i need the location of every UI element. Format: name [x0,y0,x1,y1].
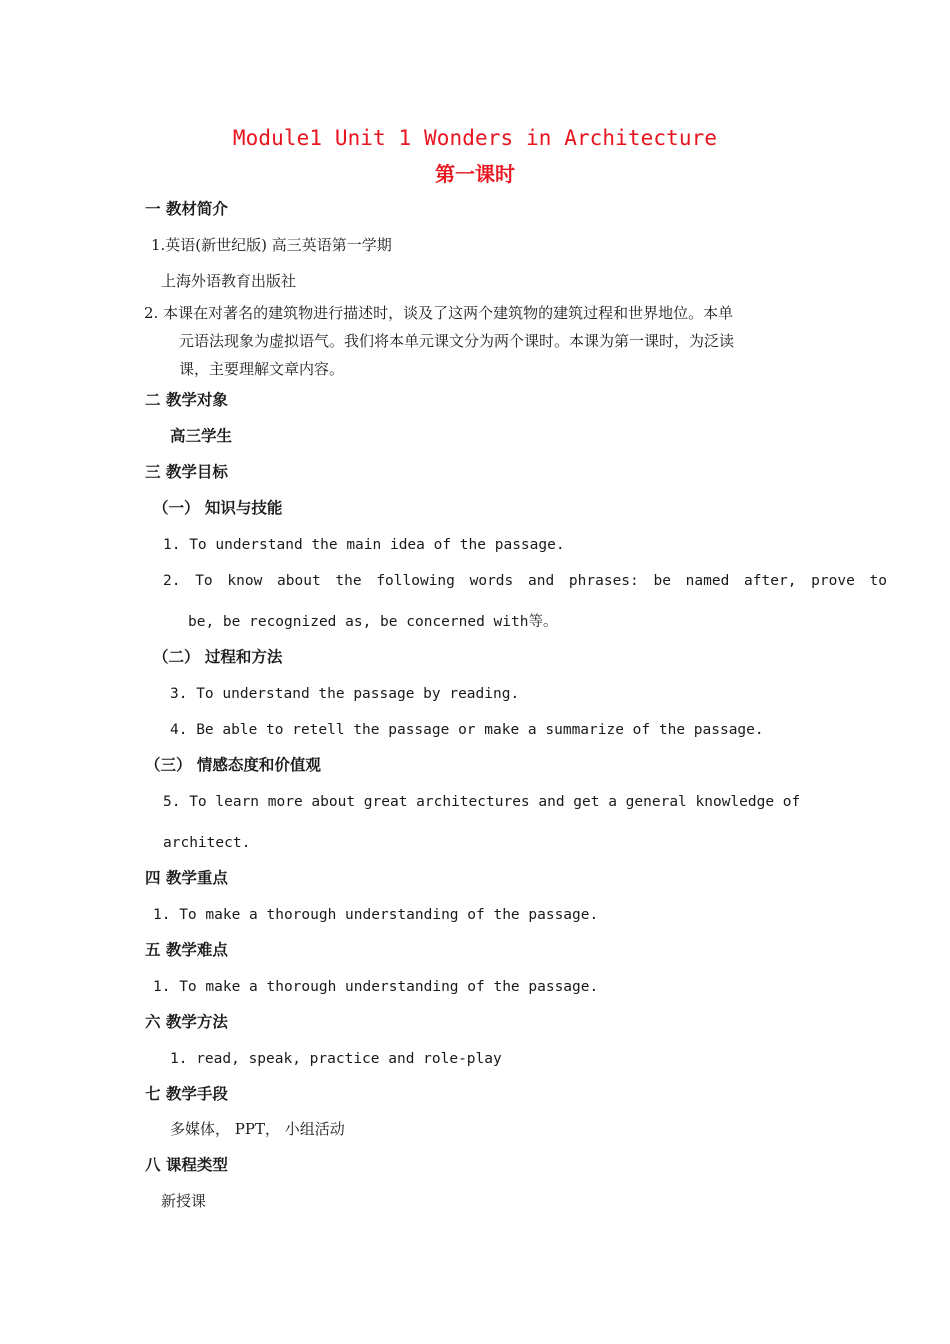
s1-publisher: 上海外语教育出版社 [161,272,297,290]
s1-item-2-line-1: 2. 本课在对著名的建筑物进行描述时，谈及了这两个建筑物的建筑过程和世界地位。本单 [144,304,734,322]
s5-content: 1. To make a thorough understanding of the passage. [153,979,599,995]
s4-content: 1. To make a thorough understanding of the passage. [153,907,599,923]
section-3-heading: 三 教学目标 [145,463,228,481]
s3-goal-2-line-1: 2. To know about the following words and phrases: be named after, prove to [163,573,888,589]
section-2-heading: 二 教学对象 [145,391,228,409]
section-8-heading: 八 课程类型 [145,1156,228,1174]
s2-content: 高三学生 [170,427,233,445]
section-1-heading: 一 教材简介 [145,200,228,218]
s8-content: 新授课 [161,1192,207,1210]
section-5-heading: 五 教学难点 [145,941,228,959]
s1-item-2-line-2: 元语法现象为虚拟语气。我们将本单元课文分为两个课时。本课为第一课时，为泛读 [179,332,735,350]
section-4-heading: 四 教学重点 [145,869,228,887]
s3-goal-2-line-2: be, be recognized as, be concerned with等。 [188,614,558,630]
section-6-heading: 六 教学方法 [145,1013,228,1031]
s3-goal-1: 1. To understand the main idea of the passage. [163,537,565,553]
section-7-heading: 七 教学手段 [145,1085,228,1103]
s1-item-2-line-3: 课，主要理解文章内容。 [179,360,345,378]
s6-content: 1. read, speak, practice and role-play [170,1051,502,1067]
s7-content: 多媒体， PPT， 小组活动 [170,1120,345,1138]
s3-subheading-2: （二） 过程和方法 [153,648,283,666]
s3-goal-5-line-2: architect. [163,835,251,851]
s3-goal-5-line-1: 5. To learn more about great architectures and get a general knowledge of [163,794,801,810]
document-title-cn: 第一课时 [435,162,515,186]
s1-item-1: 1.英语(新世纪版) 高三英语第一学期 [151,236,392,254]
document-title-en: Module1 Unit 1 Wonders in Architecture [232,126,718,150]
s3-goal-3: 3. To understand the passage by reading. [170,686,520,702]
s3-subheading-3: （三） 情感态度和价值观 [145,756,321,774]
s3-subheading-1: （一） 知识与技能 [153,499,283,517]
s3-goal-4: 4. Be able to retell the passage or make a summarize of the passage. [170,722,764,738]
